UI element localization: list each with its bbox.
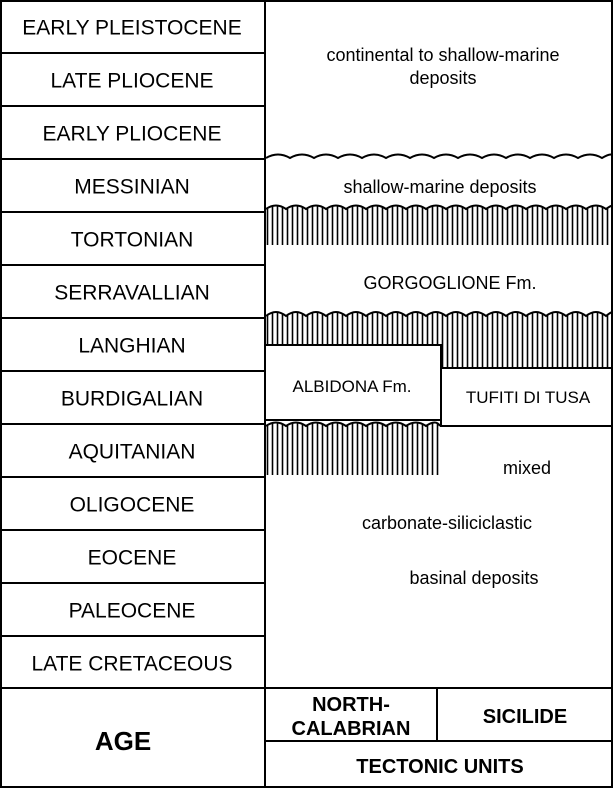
age-label: BURDIGALIAN	[60, 387, 204, 411]
sicilide-label: SICILIDE	[482, 706, 568, 728]
continental-label-2: deposits	[409, 68, 477, 88]
age-title: AGE	[94, 726, 152, 756]
hatch-band-tortonian	[265, 205, 613, 245]
north-calabrian-label-2: CALABRIAN	[291, 718, 411, 740]
age-label: MESSINIAN	[74, 175, 190, 199]
age-label: TORTONIAN	[70, 228, 194, 252]
albidona-label: ALBIDONA Fm.	[292, 377, 412, 396]
basinal-label-3: basinal deposits	[409, 568, 539, 588]
gorgoglione-label: GORGOGLIONE Fm.	[363, 273, 537, 293]
age-label: SERRAVALLIAN	[54, 281, 210, 305]
age-label: LATE CRETACEOUS	[31, 652, 233, 676]
basinal-label-2: carbonate-siliciclastic	[361, 513, 533, 533]
tectonic-units-label: TECTONIC UNITS	[356, 756, 524, 778]
hatch-bands	[265, 205, 613, 475]
shallow-marine-label: shallow-marine deposits	[343, 177, 537, 197]
tufiti-label: TUFITI DI TUSA	[465, 388, 591, 407]
age-label: EARLY PLEISTOCENE	[22, 16, 242, 40]
age-label: EARLY PLIOCENE	[42, 122, 222, 146]
age-label: OLIGOCENE	[69, 493, 195, 517]
age-label: AQUITANIAN	[68, 440, 196, 464]
north-calabrian-label-1: NORTH-	[312, 694, 390, 716]
age-label: LATE PLIOCENE	[50, 69, 214, 93]
age-label: PALEOCENE	[68, 599, 196, 623]
continental-label-1: continental to shallow-marine	[326, 45, 560, 65]
hatch-band-aquitanian	[265, 420, 441, 475]
age-label: LANGHIAN	[78, 334, 186, 358]
unconformity-pliocene	[266, 155, 612, 159]
basinal-label-1: mixed	[502, 458, 552, 478]
age-labels	[22, 17, 241, 676]
age-label: EOCENE	[87, 546, 177, 570]
